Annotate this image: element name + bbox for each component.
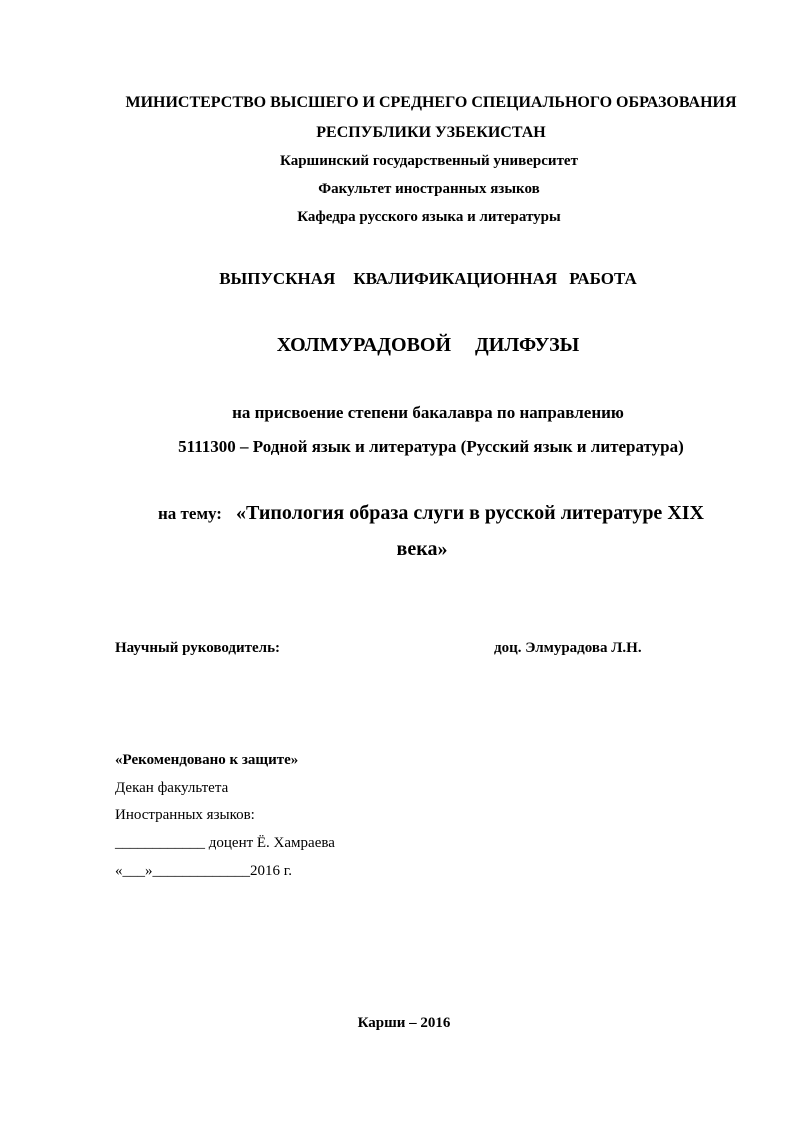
work-title-word-3: РАБОТА [569, 269, 637, 288]
supervisor-name: доц. Элмурадова Л.Н. [494, 640, 642, 656]
topic-line-1 [31, 502, 800, 525]
topic-title-part-1: «Типология образа слуги в русской литературе XIX [235, 502, 704, 524]
topic-line-2: века» [396, 538, 448, 560]
ministry-line-2: РЕСПУБЛИКИ УЗБЕКИСТАН [316, 124, 546, 141]
work-title [28, 269, 800, 289]
dean-signature-line: ____________ доцент Ё. Хамраева [115, 835, 335, 851]
work-title-word-1: ВЫПУСКНАЯ [219, 269, 336, 288]
department-name: Кафедра русского языка и литературы [297, 209, 561, 225]
work-title-word-2: КВАЛИФИКАЦИОННАЯ [353, 269, 558, 288]
author-first-name: ДИЛФУЗЫ [475, 334, 580, 356]
ministry-line-1: МИНИСТЕРСТВО ВЫСШЕГО И СРЕДНЕГО СПЕЦИАЛЬНОГО ОБРАЗОВАНИЯ [125, 94, 737, 111]
university-name: Каршинский государственный университет [280, 153, 578, 169]
degree-line-1: на присвоение степени бакалавра по направлению [232, 403, 624, 422]
degree-line-2: 5111300 – Родной язык и литература (Русский язык и литература) [178, 437, 684, 456]
topic-prefix: на тему: [158, 504, 222, 523]
faculty-label: Иностранных языков: [115, 807, 255, 823]
faculty-name: Факультет иностранных языков [318, 181, 540, 197]
date-line: «___»_____________2016 г. [115, 863, 292, 879]
author-name [28, 334, 800, 357]
author-surname: ХОЛМУРАДОВОЙ [276, 334, 452, 356]
city-year: Карши – 2016 [357, 1015, 451, 1031]
recommendation-heading: «Рекомендовано к защите» [115, 752, 299, 768]
supervisor-label: Научный руководитель: [115, 640, 280, 656]
dean-label: Декан факультета [115, 780, 229, 796]
